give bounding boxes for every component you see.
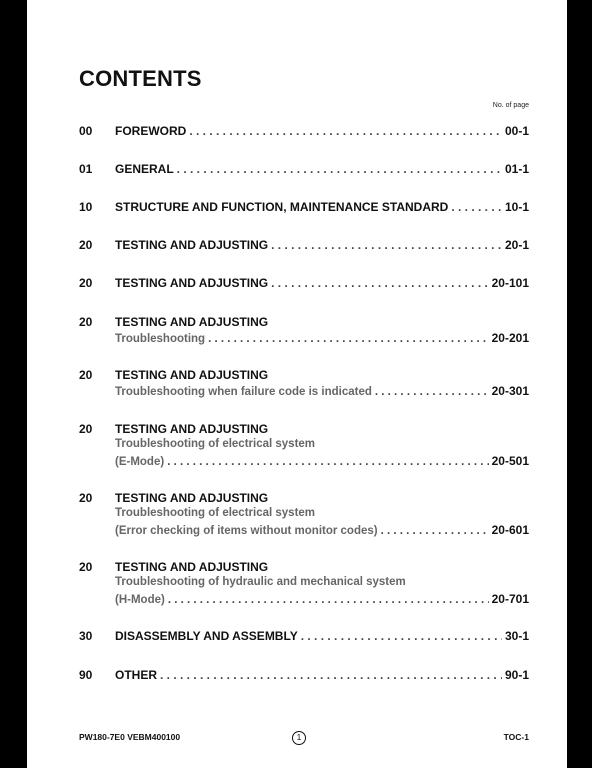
page-reference: 30-1	[504, 629, 529, 643]
section-number: 30	[79, 629, 93, 643]
toc-line-text: STRUCTURE AND FUNCTION, MAINTENANCE STANDARD	[115, 200, 449, 214]
section-number: 01	[79, 162, 93, 176]
toc-title-line	[115, 238, 529, 254]
toc-title-line	[115, 162, 529, 178]
toc-line-text: GENERAL	[115, 162, 174, 176]
document-page	[27, 0, 567, 768]
section-number: 20	[79, 276, 93, 290]
toc-line-text: (H-Mode)	[115, 594, 165, 606]
toc-subtitle-line	[115, 331, 529, 347]
page-reference: 10-1	[504, 200, 529, 214]
toc-line-text: TESTING AND ADJUSTING	[115, 276, 269, 290]
section-number: 10	[79, 200, 93, 214]
section-number: 20	[79, 560, 93, 574]
toc-line-text: (Error checking of items without monitor codes)	[115, 525, 378, 537]
toc-line-text: Troubleshooting when failure code is indicated	[115, 386, 372, 398]
toc-line-text: TESTING AND ADJUSTING	[115, 560, 269, 574]
section-number: 20	[79, 491, 93, 505]
footer-toc-page: TOC-1	[503, 732, 529, 742]
page-reference: 20-201	[491, 331, 529, 345]
toc-title-line	[115, 124, 529, 140]
toc-subtitle-line	[115, 384, 529, 400]
page-reference: 20-101	[491, 276, 529, 290]
leader-dots	[451, 200, 502, 214]
toc-line-text: Troubleshooting of hydraulic and mechanical system	[115, 576, 406, 588]
leader-dots	[381, 525, 489, 537]
toc-title-line	[115, 276, 529, 292]
toc-line-text: Troubleshooting of electrical system	[115, 438, 316, 450]
toc-subtitle-line	[115, 576, 529, 592]
toc-title-line	[115, 422, 529, 438]
toc-line-text: Troubleshooting of electrical system	[115, 507, 316, 519]
toc-subtitle-line	[115, 592, 529, 608]
page-reference: 20-1	[504, 238, 529, 252]
toc-title-line	[115, 560, 529, 576]
toc-title-line	[115, 491, 529, 507]
leader-dots	[160, 668, 502, 682]
toc-subtitle-line	[115, 523, 529, 539]
leader-dots	[271, 276, 489, 290]
toc-line-text: TESTING AND ADJUSTING	[115, 422, 269, 436]
leader-dots	[167, 456, 488, 468]
page-reference: 20-301	[491, 384, 529, 398]
toc-line-text: TESTING AND ADJUSTING	[115, 238, 269, 252]
leader-dots	[177, 162, 502, 176]
page-reference: 20-601	[491, 523, 529, 537]
page-reference: 90-1	[504, 668, 529, 682]
section-number: 20	[79, 368, 93, 382]
section-number: 20	[79, 315, 93, 329]
section-number: 20	[79, 422, 93, 436]
section-number: 20	[79, 238, 93, 252]
section-number: 00	[79, 124, 93, 138]
page-reference: 01-1	[504, 162, 529, 176]
footer-page-number: 1	[292, 731, 306, 745]
toc-title-line	[115, 668, 529, 684]
toc-line-text: DISASSEMBLY AND ASSEMBLY	[115, 629, 298, 643]
page-reference: 20-701	[491, 592, 529, 606]
toc-line-text: TESTING AND ADJUSTING	[115, 368, 269, 382]
leader-dots	[208, 333, 489, 345]
toc-line-text: TESTING AND ADJUSTING	[115, 491, 269, 505]
toc-title-line	[115, 315, 529, 331]
page-reference: 20-501	[491, 454, 529, 468]
toc-line-text: (E-Mode)	[115, 456, 165, 468]
toc-subtitle-line	[115, 438, 529, 454]
toc-line-text: TESTING AND ADJUSTING	[115, 315, 269, 329]
leader-dots	[168, 594, 489, 606]
leader-dots	[375, 386, 489, 398]
leader-dots	[271, 238, 502, 252]
toc-line-text: OTHER	[115, 668, 157, 682]
toc-line-text: FOREWORD	[115, 124, 187, 138]
toc-subtitle-line	[115, 507, 529, 523]
leader-dots	[301, 629, 502, 643]
toc-subtitle-line	[115, 454, 529, 470]
page-title: CONTENTS	[79, 66, 202, 91]
toc-line-text: Troubleshooting	[115, 333, 206, 345]
page-reference: 00-1	[504, 124, 529, 138]
footer-model-code: PW180-7E0 VEBM400100	[79, 732, 181, 742]
section-number: 90	[79, 668, 93, 682]
toc-title-line	[115, 200, 529, 216]
leader-dots	[189, 124, 502, 138]
toc-title-line	[115, 629, 529, 645]
no-of-page-label: No. of page	[492, 102, 529, 109]
toc-title-line	[115, 368, 529, 384]
